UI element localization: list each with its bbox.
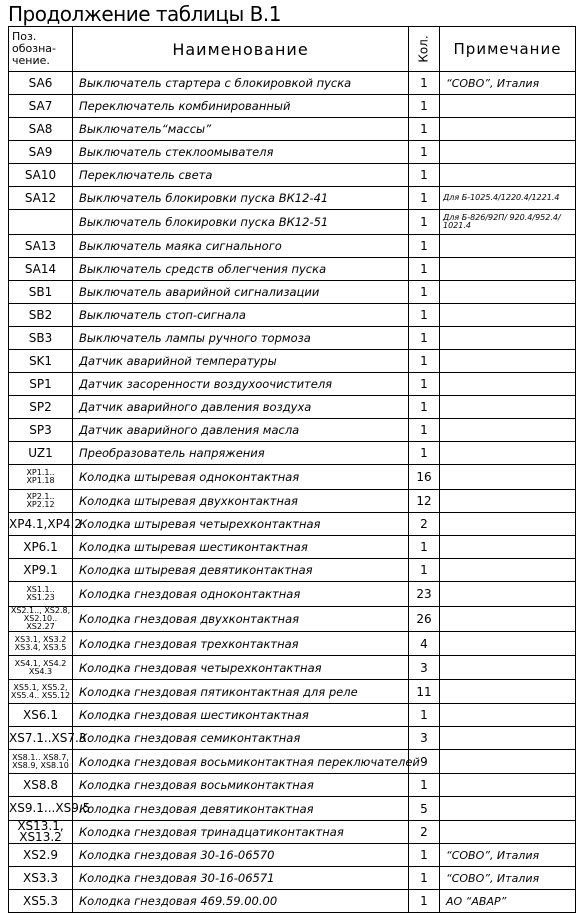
name-cell: Колодка гнездовая 469.59.00.00 [73, 890, 409, 913]
qty-cell: 1 [409, 72, 440, 95]
header-position: Поз. обозна- чение. [9, 27, 73, 72]
name-cell: Преобразователь напряжения [73, 442, 409, 465]
note-cell: Для Б-826/92П/ 920.4/952.4/ 1021.4 [440, 210, 576, 235]
name-cell: Переключатель света [73, 164, 409, 187]
note-cell [440, 632, 576, 656]
qty-cell: 1 [409, 118, 440, 141]
position-cell: UZ1 [9, 442, 73, 465]
header-qty-label: Кол. [416, 35, 431, 63]
note-cell [440, 797, 576, 821]
table-row [9, 72, 576, 95]
qty-cell: 4 [409, 632, 440, 656]
position-cell: XS8.1.. XS8.7, XS8.9, XS8.10 [9, 750, 73, 774]
qty-cell: 1 [409, 281, 440, 304]
name-cell: Выключатель блокировки пуска ВК12-41 [73, 187, 409, 210]
position-cell: XS5.3 [9, 890, 73, 913]
qty-cell: 3 [409, 727, 440, 750]
name-cell: Датчик аварийного давления воздуха [73, 396, 409, 419]
note-cell [440, 373, 576, 396]
table-row [9, 396, 576, 419]
position-cell: SA9 [9, 141, 73, 164]
qty-cell: 1 [409, 187, 440, 210]
position-cell: SA10 [9, 164, 73, 187]
name-cell: Колодка гнездовая восьмиконтактная переключателей [73, 750, 409, 774]
table-row [9, 656, 576, 680]
table-body [9, 72, 576, 913]
position-cell: XS2.1.., XS2.8, XS2.10.. XS2.27 [9, 607, 73, 632]
note-cell [440, 141, 576, 164]
position-cell: SB3 [9, 327, 73, 350]
table-row [9, 304, 576, 327]
position-cell: XS5.1, XS5.2, XS5.4.. XS5.12 [9, 680, 73, 704]
qty-cell: 1 [409, 442, 440, 465]
table-row [9, 373, 576, 396]
qty-cell: 9 [409, 750, 440, 774]
position-cell: SB2 [9, 304, 73, 327]
note-cell [440, 442, 576, 465]
note-cell [440, 327, 576, 350]
qty-cell: 1 [409, 258, 440, 281]
note-cell [440, 95, 576, 118]
table-row [9, 513, 576, 536]
note-cell [440, 465, 576, 490]
name-cell: Колодка гнездовая тринадцатиконтактная [73, 821, 409, 844]
page-title: Продолжение таблицы В.1 [8, 2, 281, 26]
position-cell [9, 210, 73, 235]
name-cell: Датчик засоренности воздухоочистителя [73, 373, 409, 396]
position-cell: SA7 [9, 95, 73, 118]
note-cell: АО “АВАР” [440, 890, 576, 913]
position-cell: SA6 [9, 72, 73, 95]
components-table [8, 26, 576, 913]
qty-cell: 2 [409, 513, 440, 536]
name-cell: Колодка гнездовая двухконтактная [73, 607, 409, 632]
position-cell: XP2.1.. XP2.12 [9, 490, 73, 513]
position-cell: SA14 [9, 258, 73, 281]
position-cell: SP1 [9, 373, 73, 396]
qty-cell: 1 [409, 304, 440, 327]
table-row [9, 559, 576, 582]
note-cell [440, 582, 576, 607]
note-cell [440, 704, 576, 727]
note-cell: Для Б-1025.4/1220.4/1221.4 [440, 187, 576, 210]
table-row [9, 281, 576, 304]
position-cell: SA8 [9, 118, 73, 141]
header-note: Примечание [440, 27, 576, 72]
table-row [9, 844, 576, 867]
header-name: Наименование [73, 27, 409, 72]
qty-cell: 1 [409, 373, 440, 396]
note-cell [440, 350, 576, 373]
table-row [9, 680, 576, 704]
qty-cell: 23 [409, 582, 440, 607]
position-cell: XP4.1,XP4.2 [9, 513, 73, 536]
name-cell: Выключатель стеклоомывателя [73, 141, 409, 164]
note-cell [440, 490, 576, 513]
qty-cell: 1 [409, 844, 440, 867]
name-cell: Колодка гнездовая семиконтактная [73, 727, 409, 750]
name-cell: Колодка гнездовая восьмиконтактная [73, 774, 409, 797]
note-cell [440, 821, 576, 844]
note-cell [440, 607, 576, 632]
name-cell: Колодка штыревая двухконтактная [73, 490, 409, 513]
note-cell [440, 536, 576, 559]
qty-cell: 1 [409, 210, 440, 235]
table-row [9, 118, 576, 141]
qty-cell: 1 [409, 327, 440, 350]
name-cell: Переключатель комбинированный [73, 95, 409, 118]
table-row [9, 727, 576, 750]
table-row [9, 465, 576, 490]
position-cell: XS3.3 [9, 867, 73, 890]
name-cell: Колодка гнездовая 30-16-06571 [73, 867, 409, 890]
name-cell: Выключатель аварийной сигнализации [73, 281, 409, 304]
table-row [9, 704, 576, 727]
note-cell [440, 750, 576, 774]
qty-cell: 1 [409, 774, 440, 797]
name-cell: Колодка штыревая одноконтактная [73, 465, 409, 490]
table-row [9, 210, 576, 235]
name-cell: Колодка гнездовая трехконтактная [73, 632, 409, 656]
table-row [9, 442, 576, 465]
note-cell [440, 419, 576, 442]
table-row [9, 164, 576, 187]
table-row [9, 536, 576, 559]
name-cell: Датчик аварийной температуры [73, 350, 409, 373]
qty-cell: 1 [409, 704, 440, 727]
note-cell [440, 258, 576, 281]
name-cell: Выключатель блокировки пуска ВК12-51 [73, 210, 409, 235]
position-cell: SB1 [9, 281, 73, 304]
qty-cell: 1 [409, 890, 440, 913]
position-cell: SA12 [9, 187, 73, 210]
qty-cell: 3 [409, 656, 440, 680]
header-qty [409, 27, 440, 72]
name-cell: Выключатель стартера с блокировкой пуска [73, 72, 409, 95]
position-cell: XS6.1 [9, 704, 73, 727]
table-row [9, 258, 576, 281]
qty-cell: 1 [409, 164, 440, 187]
qty-cell: 16 [409, 465, 440, 490]
name-cell: Выключатель маяка сигнального [73, 235, 409, 258]
note-cell [440, 513, 576, 536]
name-cell: Колодка гнездовая пятиконтактная для реле [73, 680, 409, 704]
position-cell: XS4.1, XS4.2 XS4.3 [9, 656, 73, 680]
name-cell: Колодка штыревая шестиконтактная [73, 536, 409, 559]
table-row [9, 95, 576, 118]
position-cell: XS8.8 [9, 774, 73, 797]
table-row [9, 867, 576, 890]
position-cell: SA13 [9, 235, 73, 258]
qty-cell: 1 [409, 867, 440, 890]
position-cell: SP2 [9, 396, 73, 419]
position-cell: XS13.1, XS13.2 [9, 821, 73, 844]
qty-cell: 1 [409, 559, 440, 582]
note-cell [440, 118, 576, 141]
table-row [9, 797, 576, 821]
table-row [9, 141, 576, 164]
qty-cell: 1 [409, 95, 440, 118]
note-cell [440, 235, 576, 258]
qty-cell: 1 [409, 536, 440, 559]
note-cell [440, 396, 576, 419]
table-row [9, 774, 576, 797]
position-cell: XS2.9 [9, 844, 73, 867]
position-cell: XS3.1, XS3.2 XS3.4, XS3.5 [9, 632, 73, 656]
name-cell: Колодка гнездовая четырехконтактная [73, 656, 409, 680]
note-cell [440, 774, 576, 797]
name-cell: Выключатель стоп-сигнала [73, 304, 409, 327]
position-cell: XP1.1.. XP1.18 [9, 465, 73, 490]
qty-cell: 26 [409, 607, 440, 632]
name-cell: Колодка штыревая девятиконтактная [73, 559, 409, 582]
name-cell: Выключатель“массы” [73, 118, 409, 141]
position-cell: XP6.1 [9, 536, 73, 559]
qty-cell: 1 [409, 350, 440, 373]
table-row [9, 490, 576, 513]
position-cell: XS9.1...XS9.5 [9, 797, 73, 821]
position-cell: XS7.1..XS7.3 [9, 727, 73, 750]
note-cell [440, 304, 576, 327]
table-row [9, 235, 576, 258]
table-row [9, 327, 576, 350]
position-cell: SP3 [9, 419, 73, 442]
qty-cell: 1 [409, 419, 440, 442]
note-cell: “СОВО”, Италия [440, 867, 576, 890]
table-row [9, 350, 576, 373]
name-cell: Колодка гнездовая шестиконтактная [73, 704, 409, 727]
name-cell: Колодка штыревая четырехконтактная [73, 513, 409, 536]
table-row [9, 890, 576, 913]
note-cell: “СОВО”, Италия [440, 72, 576, 95]
qty-cell: 1 [409, 396, 440, 419]
qty-cell: 11 [409, 680, 440, 704]
qty-cell: 5 [409, 797, 440, 821]
name-cell: Колодка гнездовая одноконтактная [73, 582, 409, 607]
header-row [9, 27, 576, 72]
note-cell [440, 281, 576, 304]
table-row [9, 632, 576, 656]
note-cell [440, 656, 576, 680]
name-cell: Выключатель лампы ручного тормоза [73, 327, 409, 350]
note-cell [440, 164, 576, 187]
qty-cell: 2 [409, 821, 440, 844]
table-row [9, 419, 576, 442]
name-cell: Колодка гнездовая девятиконтактная [73, 797, 409, 821]
name-cell: Колодка гнездовая 30-16-06570 [73, 844, 409, 867]
qty-cell: 1 [409, 235, 440, 258]
note-cell [440, 559, 576, 582]
table-row [9, 821, 576, 844]
name-cell: Датчик аварийного давления масла [73, 419, 409, 442]
qty-cell: 1 [409, 141, 440, 164]
name-cell: Выключатель средств облегчения пуска [73, 258, 409, 281]
position-cell: XP9.1 [9, 559, 73, 582]
note-cell [440, 680, 576, 704]
table-row [9, 607, 576, 632]
position-cell: SK1 [9, 350, 73, 373]
note-cell [440, 727, 576, 750]
position-cell: XS1.1.. XS1.23 [9, 582, 73, 607]
qty-cell: 12 [409, 490, 440, 513]
table-row [9, 582, 576, 607]
table-row [9, 187, 576, 210]
table-row [9, 750, 576, 774]
note-cell: “СОВО”, Италия [440, 844, 576, 867]
